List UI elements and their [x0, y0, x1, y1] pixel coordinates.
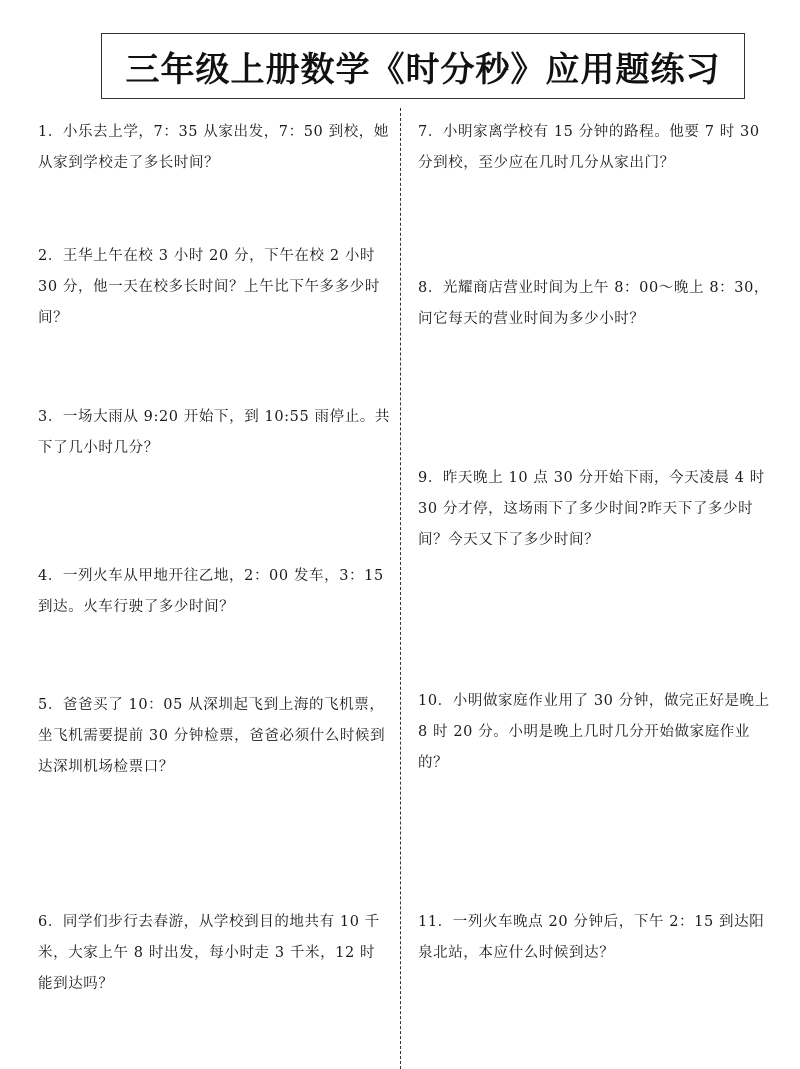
title-box [101, 33, 745, 99]
question-4: 4．一列火车从甲地开往乙地，2：00 发车，3：15 到达。火车行驶了多少时间？ [38, 568, 384, 615]
question-5: 5．爸爸买了 10：05 从深圳起飞到上海的飞机票，坐飞机需要提前 30 分钟检票，爸爸必须什么时候到达深圳机场检票口？ [38, 697, 386, 775]
column-divider [400, 108, 401, 1069]
question-2: 2．王华上午在校 3 小时 20 分，下午在校 2 小时 30 分，他一天在校多长时间？上午比下午多多少时间？ [38, 248, 380, 326]
page-title: 三年级上册数学《时分秒》应用题练习 [125, 49, 721, 90]
question-9: 9．昨天晚上 10 点 30 分开始下雨，今天凌晨 4 时 30 分才停，这场雨下了多少时间?昨天下了多少时间？今天又下了多少时间？ [418, 470, 765, 548]
question-1: 1．小乐去上学，7：35 从家出发，7：50 到校，她从家到学校走了多长时间？ [38, 124, 389, 171]
question-3: 3．一场大雨从 9:20 开始下，到 10:55 雨停止。共下了几小时几分？ [38, 409, 391, 456]
question-10: 10．小明做家庭作业用了 30 分钟，做完正好是晚上 8 时 20 分。小明是晚上几时几分开始做家庭作业的？ [418, 693, 770, 771]
question-8: 8．光耀商店营业时间为上午 8：00～晚上 8：30，问它每天的营业时间为多少小时？ [418, 280, 769, 327]
question-7: 7．小明家离学校有 15 分钟的路程。他要 7 时 30 分到校，至少应在几时几分从家出门？ [418, 124, 760, 171]
question-6: 6．同学们步行去春游，从学校到目的地共有 10 千米，大家上午 8 时出发，每小时走 3 千米，12 时能到达吗？ [38, 914, 380, 992]
question-11: 11．一列火车晚点 20 分钟后，下午 2：15 到达阳泉北站，本应什么时候到达？ [418, 914, 765, 961]
